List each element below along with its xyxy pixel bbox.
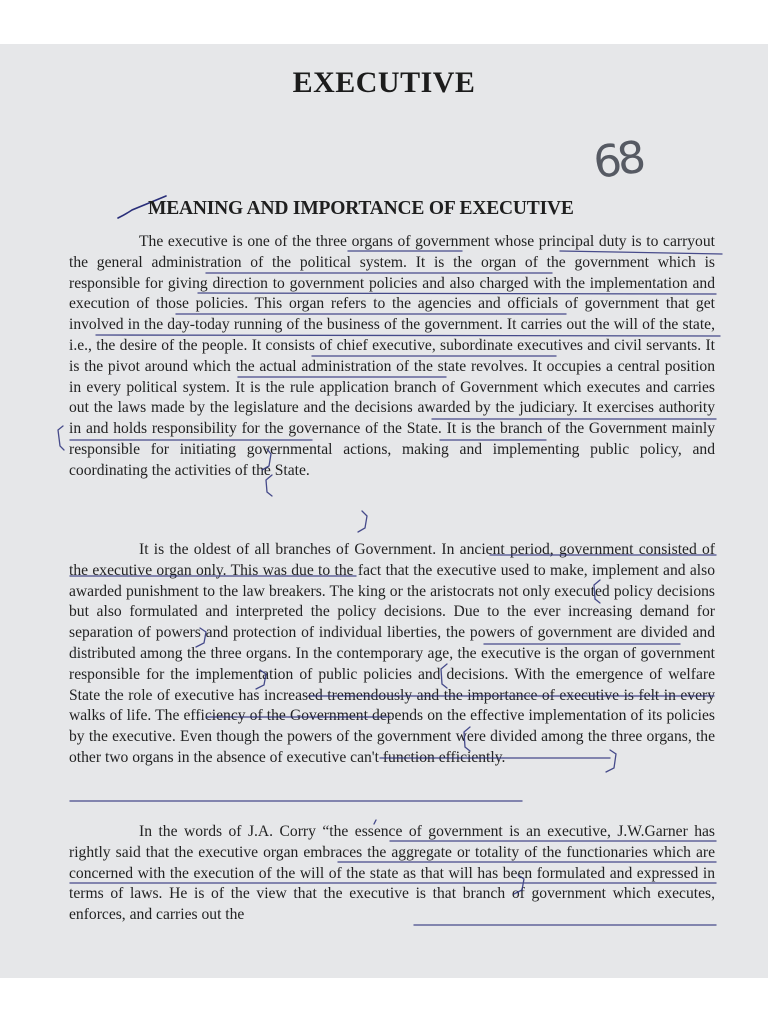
bottom-margin xyxy=(0,978,768,1024)
scanned-page xyxy=(0,44,768,978)
paragraph: The executive is one of the three organs of government whose principal duty is to carryout the general administration of the political system. It is the organ of the government which is responsible for giving direction to government policies and also charged with the implementation and execution of those policies. This organ refers to the agencies and officials of government that get involved in the day-today running of the business of the government. It carries out the will of the state, i.e., the desire of the people. It consists of chief executive, subordinate executives and civil servants. It is the pivot around which the actual administration of the state revolves. It occupies a central position in every political system. It is the rule application branch of Government which executes and carries out the laws made by the legislature and the decisions awarded by the judiciary. It exercises authority in and holds responsibility for the governance of the State. It is the branch of the Government mainly responsible for initiating governmental actions, making and implementing public policy, and coordinating the activities of the State. xyxy=(69,233,715,479)
handwritten-page-number: 68 xyxy=(590,131,645,190)
paragraph: In the words of J.A. Corry “the essence of government is an executive, J.W.Garner has rightly said that the executive organ embraces the aggregate or totality of the functionaries which are concerned with the execution of the will of the state as that will has been formulated and expressed in terms of laws. He is of the view that the executive is that branch of government which executes, enforces, and carries out the xyxy=(69,823,715,924)
section-heading: MEANING AND IMPORTANCE OF EXECUTIVE xyxy=(148,198,574,219)
paragraph: It is the oldest of all branches of Government. In ancient period, government consisted of the executive organ only. This was due to the fact that the executive used to make, implement and also awarded punishment to the law breakers. The king or the aristocrats not only executed policy decisions but also formulated and interpreted the policy decisions. Due to the ever increasing demand for separation of powers and protection of individual liberties, the powers of government are divided and distributed among the three organs. In the contemporary age, the executive is the organ of government responsible for the implementation of public policies and decisions. With the emergence of welfare State the role of executive has increased tremendously and the importance of executive is felt in every walks of life. The efficiency of the Government depends on the effective implementation of its policies by the executive. Even though the powers of the government were divided among the three organs, the other two organs in the absence of executive can't function efficiently. xyxy=(69,541,715,766)
top-margin xyxy=(0,0,768,44)
page-title: EXECUTIVE xyxy=(292,66,476,99)
